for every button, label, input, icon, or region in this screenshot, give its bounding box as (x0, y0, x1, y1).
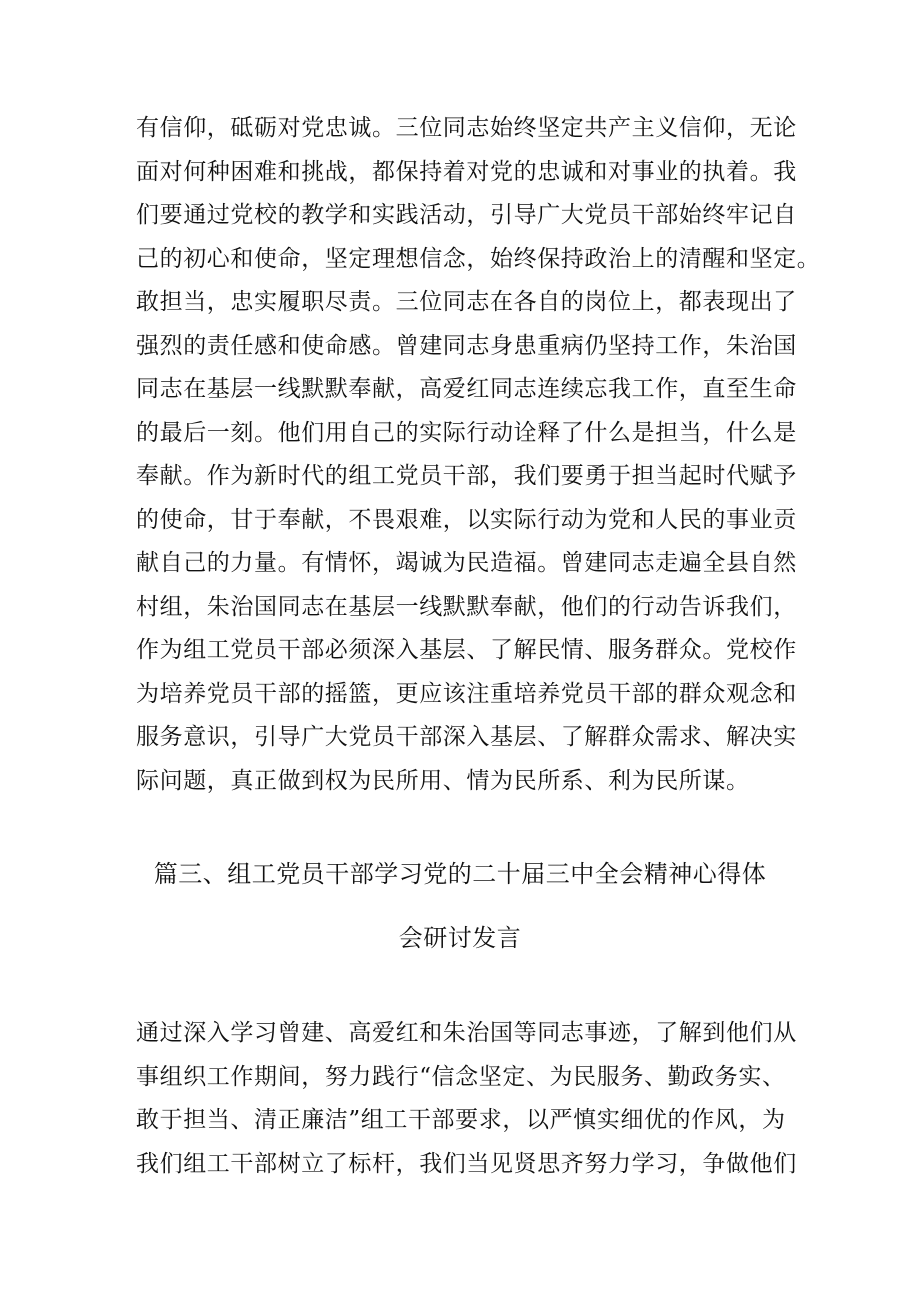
paragraph-line: 作为组工党员干部必须深入基层、了解民情、服务群众。党校作 (136, 637, 797, 663)
paragraph-line: 有信仰，砥砺对党忠诚。三位同志始终坚定共产主义信仰，无论 (136, 115, 797, 141)
paragraph-line: 面对何种困难和挑战，都保持着对党的忠诚和对事业的执着。我 (136, 158, 797, 185)
paragraph-line: 服务意识，引导广大党员干部深入基层、了解群众需求、解决实 (136, 724, 797, 750)
section-heading (120, 842, 800, 970)
paragraph-line: 奉献。作为新时代的组工党员干部，我们要勇于担当起时代赋予 (136, 463, 797, 489)
paragraph-line: 己的初心和使命，坚定理想信念，始终保持政治上的清醒和坚定。 (136, 245, 821, 272)
paragraph-line: 献自己的力量。有情怀，竭诚为民造福。曾建同志走遍全县自然 (136, 550, 797, 576)
paragraph-line: 敢担当，忠实履职尽责。三位同志在各自的岗位上，都表现出了 (136, 289, 797, 315)
paragraph-line: 际问题，真正做到权为民所用、情为民所系、利为民所谋。 (136, 767, 750, 794)
paragraph-line: 敢于担当、清正廉洁”组工干部要求，以严慎实细优的作风，为 (136, 1107, 786, 1133)
body-paragraph-2 (136, 1012, 796, 1186)
paragraph-line: 为培养党员干部的摇篮，更应该注重培养党员干部的群众观念和 (136, 680, 797, 707)
paragraph-line: 的最后一刻。他们用自己的实际行动诠释了什么是担当，什么是 (136, 419, 797, 446)
body-paragraph-1 (136, 107, 821, 803)
heading-line: 会研讨发言 (398, 924, 522, 952)
paragraph-line: 们要通过党校的教学和实践活动，引导广大党员干部始终牢记自 (136, 202, 797, 228)
paragraph-line: 强烈的责任感和使命感。曾建同志身患重病仍坚持工作，朱治国 (136, 332, 797, 359)
paragraph-line: 村组，朱治国同志在基层一线默默奉献，他们的行动告诉我们， (136, 593, 797, 620)
paragraph-line: 事组织工作期间，努力践行“信念坚定、为民服务、勤政务实、 (136, 1063, 786, 1090)
heading-line: 篇三、组工党员干部学习党的二十届三中全会精神心得体 (153, 860, 767, 888)
paragraph-line: 我们组工干部树立了标杆，我们当见贤思齐努力学习，争做他们 (136, 1150, 797, 1177)
paragraph-line: 的使命，甘于奉献，不畏艰难，以实际行动为党和人民的事业贡 (136, 506, 797, 533)
paragraph-line: 同志在基层一线默默奉献，高爱红同志连续忘我工作，直至生命 (136, 376, 797, 402)
paragraph-line: 通过深入学习曾建、高爱红和朱治国等同志事迹，了解到他们从 (136, 1020, 797, 1046)
